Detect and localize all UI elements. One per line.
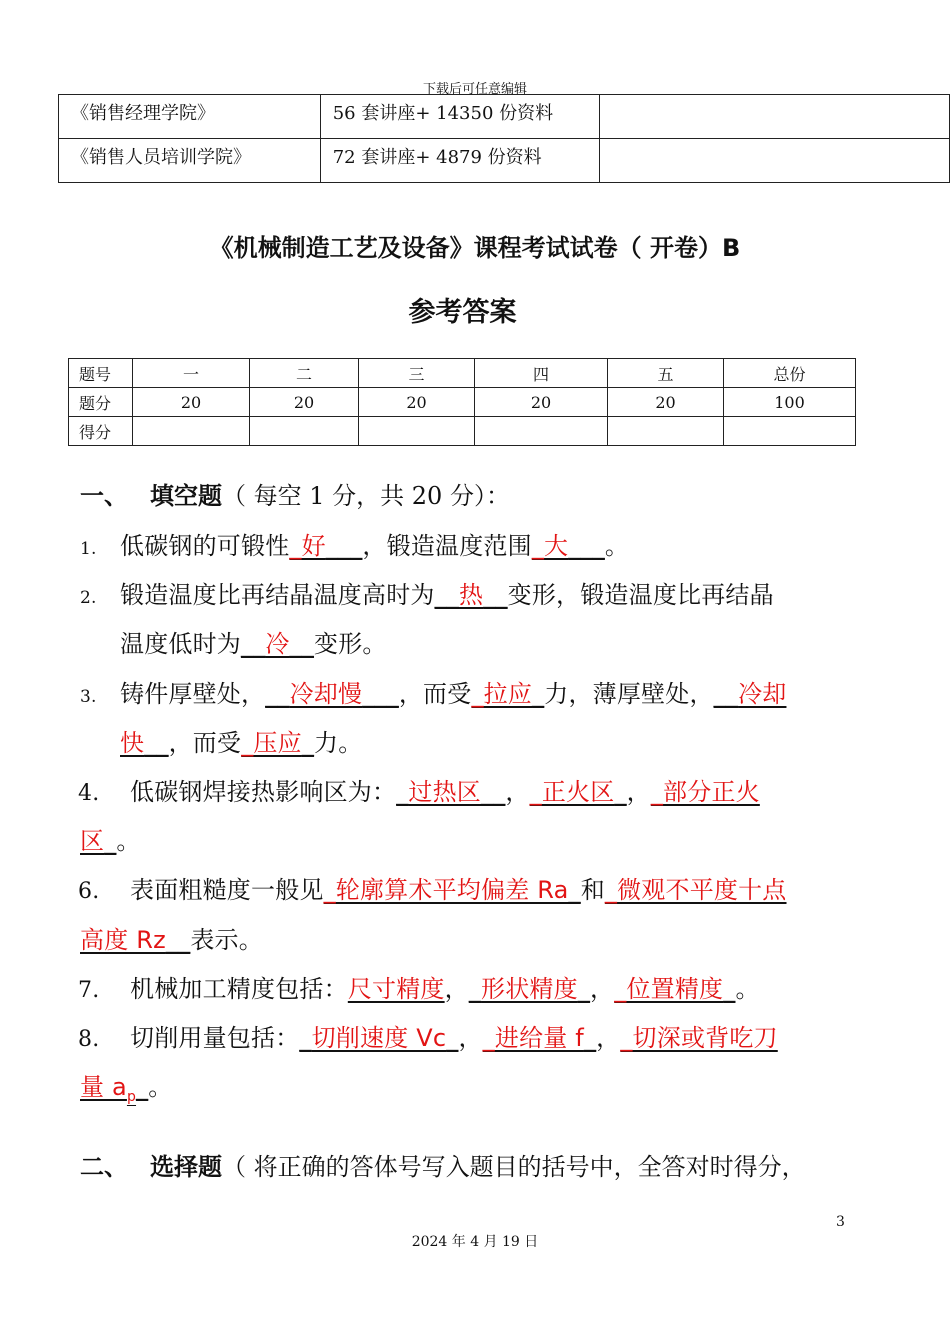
- question-1: [80, 526, 629, 561]
- answer: 热: [459, 581, 484, 609]
- blank-line: ___: [325, 532, 363, 560]
- blank-line: _: [299, 1024, 312, 1052]
- table-row: [69, 388, 856, 417]
- question-text: 机械加工精度包括：: [130, 975, 348, 1003]
- table-cell: 《销售经理学院》: [59, 95, 321, 139]
- question-text: ，: [596, 1024, 621, 1052]
- section-name: 填空题: [150, 482, 222, 510]
- question-text: 铸件厚壁处，: [120, 680, 266, 708]
- question-text: 表示。: [190, 926, 263, 954]
- question-text: ，: [444, 975, 469, 1003]
- blank-line: _: [136, 1073, 149, 1101]
- table-cell: 题号: [69, 359, 133, 388]
- answer: 高度 Rz: [80, 926, 166, 954]
- answer: 快: [120, 729, 145, 757]
- question-text: 。: [148, 1073, 173, 1101]
- question-text: 锻造温度比再结晶温度高时为: [120, 581, 435, 609]
- question-4-cont: [80, 821, 141, 856]
- answer: 形状精度: [481, 975, 578, 1003]
- question-text: ，而受: [168, 729, 242, 757]
- answer: _轮廓算术平均偏差 Ra: [323, 876, 569, 904]
- question-2: [80, 575, 774, 610]
- blank-line: _: [532, 680, 545, 708]
- question-4: [78, 772, 760, 807]
- question-2-cont: [120, 624, 387, 659]
- question-number: 1.: [80, 539, 97, 559]
- score-table: [68, 358, 856, 446]
- blank-line: __: [265, 680, 290, 708]
- question-number: 2.: [80, 588, 97, 608]
- answer: _好: [289, 532, 326, 560]
- answer: _正火区: [529, 778, 615, 806]
- question-number: 4.: [78, 781, 100, 806]
- blank-line: __: [713, 680, 739, 708]
- table-cell: 《销售人员培训学院》: [59, 139, 321, 183]
- answer: 尺寸精度: [347, 975, 445, 1003]
- table-cell: 20: [475, 388, 608, 417]
- table-cell: 100: [724, 388, 856, 417]
- table-row: [69, 417, 856, 446]
- question-text: 变形。: [314, 630, 387, 658]
- answer: 切削速度 Vc: [311, 1024, 447, 1052]
- table-cell: 总份: [724, 359, 856, 388]
- table-cell: [724, 417, 856, 446]
- answer-subscript: p: [126, 1088, 137, 1105]
- answer: 过热区: [408, 778, 482, 806]
- section-heading-fill-in: [80, 476, 510, 511]
- section-name: 选择题: [150, 1153, 222, 1181]
- table-cell: 四: [475, 359, 608, 388]
- table-cell: 20: [608, 388, 724, 417]
- question-3-cont: [120, 723, 362, 758]
- section-description: （ 每空 1 分，共 20 分）：: [222, 482, 510, 510]
- table-cell: 20: [250, 388, 359, 417]
- blank-line: _: [568, 876, 581, 904]
- answer: 冷却慢: [289, 680, 363, 708]
- blank-line: _: [104, 827, 117, 855]
- question-8: [78, 1018, 778, 1053]
- answer: _进给量 f: [482, 1024, 584, 1052]
- question-6: [78, 870, 787, 905]
- question-number: 6.: [78, 879, 100, 904]
- question-text: 变形，锻造温度比再结晶: [507, 581, 774, 609]
- table-cell: [600, 139, 950, 183]
- table-cell: 20: [359, 388, 475, 417]
- question-text: ，而受: [398, 680, 472, 708]
- blank-line: __: [144, 729, 169, 757]
- table-row: [69, 359, 856, 388]
- document-title: 《机械制造工艺及设备》课程考试试卷（ 开卷）B: [209, 234, 741, 262]
- question-text: ，: [505, 778, 530, 806]
- answer: _位置精度: [614, 975, 724, 1003]
- question-text: 和: [580, 876, 605, 904]
- question-text: 。: [604, 532, 630, 560]
- question-text: 表面粗糙度一般见: [130, 876, 324, 904]
- blank-line: _: [614, 778, 627, 806]
- blank-line: _: [723, 975, 736, 1003]
- question-number: 7.: [78, 978, 100, 1003]
- blank-line: __: [434, 581, 460, 609]
- blank-line: __: [289, 630, 315, 658]
- page-number: 3: [836, 1214, 845, 1230]
- question-text: 低碳钢焊接热影响区为：: [130, 778, 397, 806]
- question-8-cont: [80, 1067, 172, 1105]
- answer: 冷: [265, 630, 290, 658]
- question-text: ，锻造温度范围: [362, 532, 532, 560]
- table-row: [59, 139, 950, 183]
- table-cell: 二: [250, 359, 359, 388]
- answer: 量 a: [80, 1073, 127, 1101]
- blank-line: __: [483, 581, 508, 609]
- answer: 区: [80, 827, 105, 855]
- section-number: 二、: [80, 1153, 128, 1181]
- question-text: ，: [458, 1024, 483, 1052]
- question-3: [80, 674, 786, 709]
- question-text: 力。: [314, 729, 363, 757]
- blank-line: _: [396, 778, 409, 806]
- answer: _部分正火: [650, 778, 760, 806]
- table-cell: 三: [359, 359, 475, 388]
- table-cell: [608, 417, 724, 446]
- question-6-cont: [80, 920, 263, 955]
- blank-line: _: [577, 975, 591, 1003]
- question-text: 。: [116, 827, 141, 855]
- blank-line: _: [583, 1024, 597, 1052]
- table-cell: 题分: [69, 388, 133, 417]
- table-cell: 得分: [69, 417, 133, 446]
- section-number: 一、: [80, 482, 128, 510]
- question-text: 低碳钢的可锻性: [120, 532, 290, 560]
- blank-line: ___: [362, 680, 399, 708]
- table-cell: 56 套讲座+ 14350 份资料: [320, 95, 600, 139]
- answer: _切深或背吃刀: [620, 1024, 778, 1052]
- question-7: [78, 969, 760, 1004]
- question-text: 力，薄厚壁处，: [544, 680, 714, 708]
- question-text: ，: [626, 778, 651, 806]
- blank-line: __: [481, 778, 506, 806]
- promo-table: [58, 94, 950, 183]
- table-cell: [475, 417, 608, 446]
- table-cell: 20: [133, 388, 250, 417]
- table-cell: 72 套讲座+ 4879 份资料: [320, 139, 600, 183]
- blank-line: __: [165, 926, 191, 954]
- answer: _压应: [241, 729, 302, 757]
- blank-line: ___: [568, 532, 605, 560]
- blank-line: _: [468, 975, 482, 1003]
- table-cell: [600, 95, 950, 139]
- question-text: 温度低时为: [120, 630, 241, 658]
- blank-line: __: [241, 630, 266, 658]
- question-number: 8.: [78, 1027, 100, 1052]
- blank-line: _: [301, 729, 315, 757]
- table-cell: 五: [608, 359, 724, 388]
- document-subtitle: 参考答案: [408, 297, 517, 328]
- question-text: 切削用量包括：: [130, 1024, 300, 1052]
- answer: _大: [531, 532, 569, 560]
- section-heading-choice: [80, 1147, 806, 1182]
- question-text: ，: [590, 975, 615, 1003]
- question-text: 。: [735, 975, 760, 1003]
- answer: _拉应: [471, 680, 533, 708]
- footer-date: 2024 年 4 月 19 日: [411, 1234, 539, 1250]
- table-cell: [250, 417, 359, 446]
- table-row: [59, 95, 950, 139]
- section-description: （ 将正确的答体号写入题目的括号中，全答对时得分，: [222, 1153, 806, 1181]
- question-number: 3.: [80, 687, 97, 707]
- table-cell: 一: [133, 359, 250, 388]
- blank-line: _: [446, 1024, 459, 1052]
- header-note: 下载后可任意编辑: [422, 82, 527, 97]
- table-cell: [359, 417, 475, 446]
- answer: 冷却: [738, 680, 787, 708]
- answer: _微观不平度十点: [604, 876, 787, 904]
- table-cell: [133, 417, 250, 446]
